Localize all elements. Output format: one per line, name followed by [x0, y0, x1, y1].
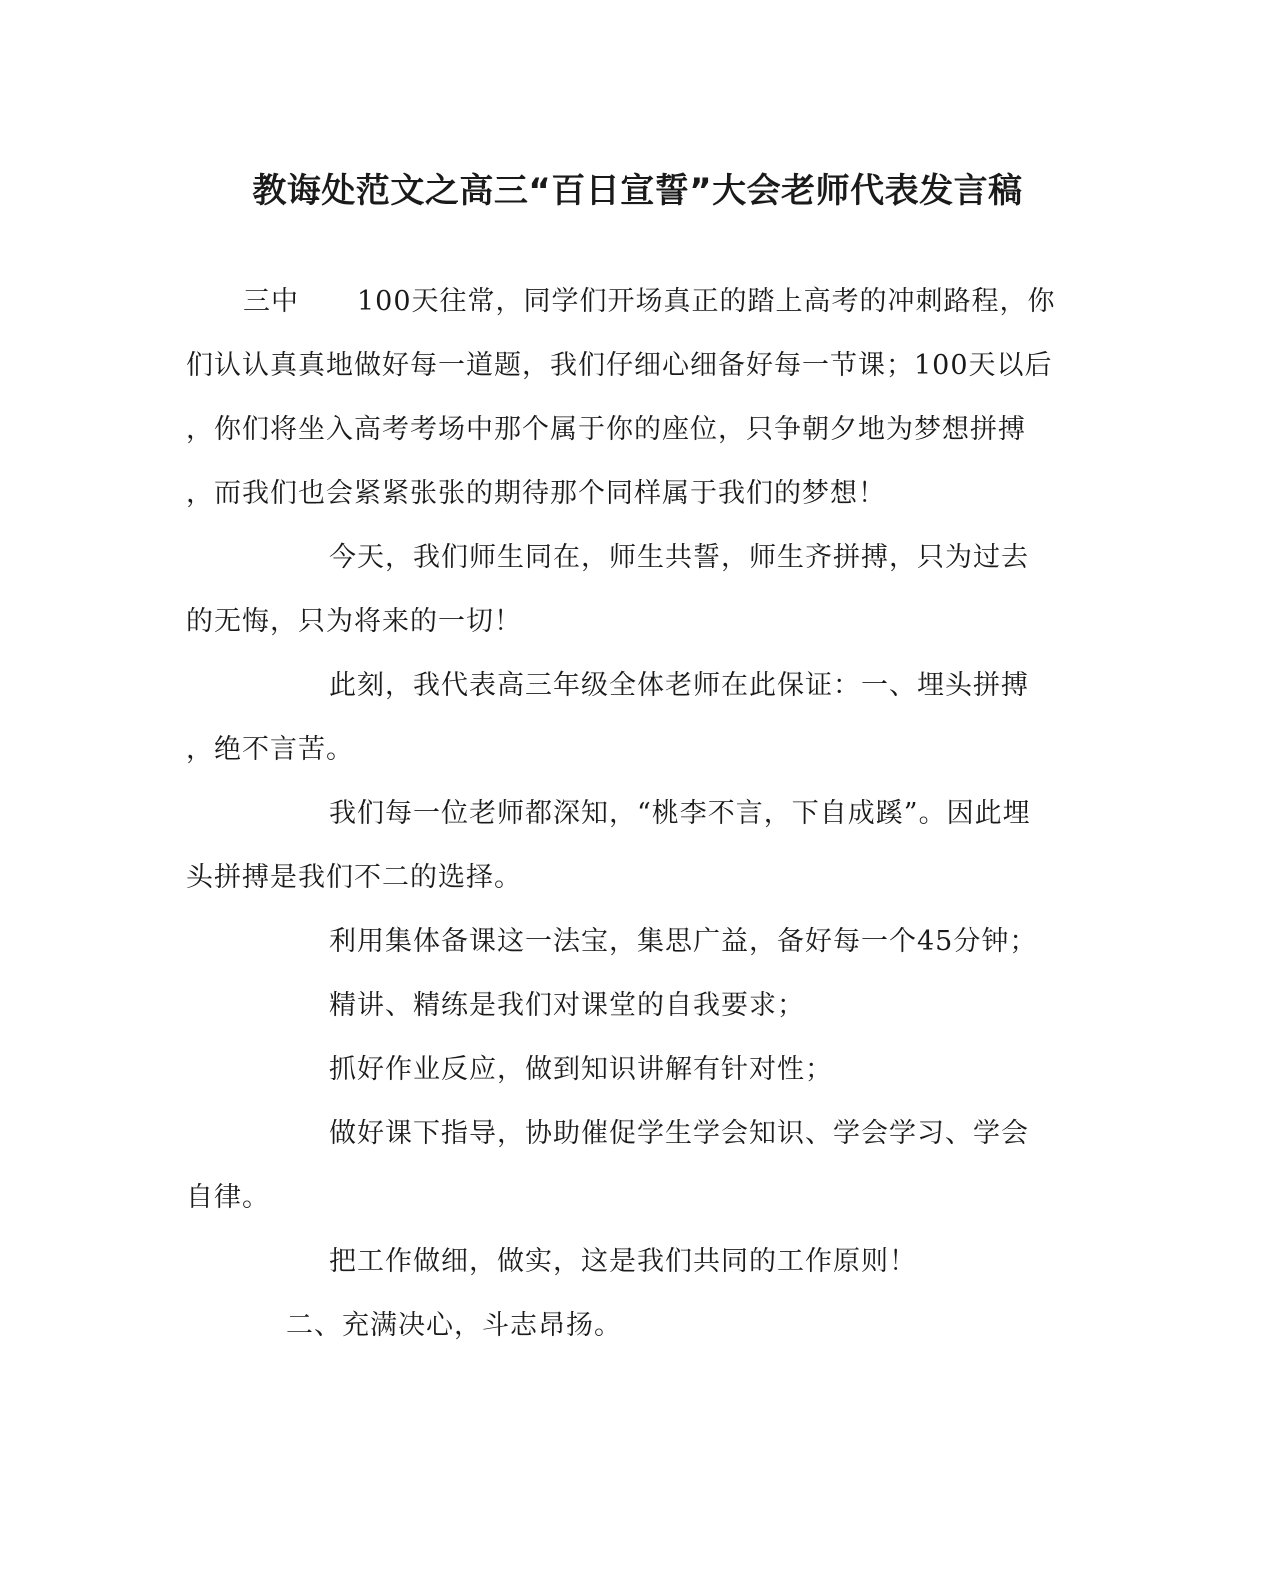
paragraph-line: ，而我们也会紧紧张张的期待那个同样属于我们的梦想！ — [186, 478, 886, 509]
paragraph-line: ，你们将坐入高考考场中那个属于你的座位，只争朝夕地为梦想拼搏 — [186, 414, 1026, 445]
paragraph-line: 此刻，我代表高三年级全体老师在此保证：一、埋头拼搏 — [329, 670, 1029, 701]
paragraph-line: 的无悔，只为将来的一切！ — [186, 606, 522, 637]
paragraph-line: 精讲、精练是我们对课堂的自我要求； — [329, 990, 805, 1021]
document-title: 教诲处范文之高三“百日宣誓”大会老师代表发言稿 — [252, 171, 1023, 211]
paragraph-line — [243, 282, 1056, 322]
paragraph-line: 我们每一位老师都深知，“桃李不言，下自成蹊”。因此埋 — [329, 798, 1031, 829]
paragraph-text: 100天往常，同学们开场真正的踏上高考的冲刺路程，你 — [357, 286, 1056, 317]
paragraph-line: 做好课下指导，协助催促学生学会知识、学会学习、学会 — [329, 1118, 1029, 1149]
paragraph-line: 自律。 — [186, 1182, 270, 1213]
paragraph-line: 抓好作业反应，做到知识讲解有针对性； — [329, 1054, 833, 1085]
school-name: 三中 — [243, 286, 299, 317]
paragraph-line: 头拼搏是我们不二的选择。 — [186, 862, 522, 893]
section-heading: 二、充满决心，斗志昂扬。 — [286, 1310, 622, 1341]
paragraph-line: 们认认真真地做好每一道题，我们仔细心细备好每一节课；100天以后 — [186, 350, 1053, 381]
paragraph-line: 今天，我们师生同在，师生共誓，师生齐拼搏，只为过去 — [329, 542, 1029, 573]
paragraph-line: 利用集体备课这一法宝，集思广益，备好每一个45分钟； — [329, 926, 1038, 957]
paragraph-line: 把工作做细，做实，这是我们共同的工作原则！ — [329, 1246, 917, 1277]
paragraph-line: ，绝不言苦。 — [186, 734, 354, 765]
